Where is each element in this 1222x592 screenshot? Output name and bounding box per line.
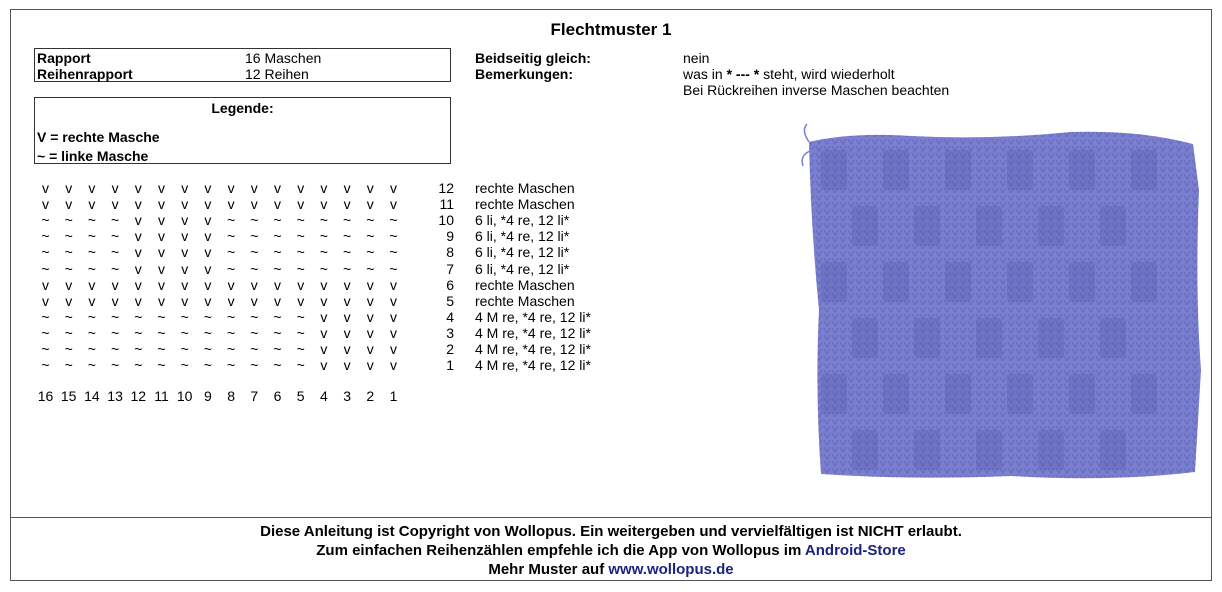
purl-stitch: ~ [157,341,166,357]
purl-stitch: ~ [134,324,143,341]
row-number: 5 [446,292,454,309]
purl-stitch: ~ [111,341,120,357]
copyright-notice: Diese Anleitung ist Copyright von Wollopus. Ein weitergeben und vervielfältigen ist NICHT erlaubt. [260,523,962,540]
purl-stitch: ~ [111,308,120,325]
knit-stitch: v [134,180,142,196]
row-number: 9 [446,228,454,245]
bemerkungen-label: Bemerkungen: [475,66,574,82]
purl-stitch: ~ [319,228,328,245]
knit-stitch: v [65,292,73,309]
purl-stitch: ~ [111,212,120,229]
knit-stitch: v [88,276,96,293]
purl-stitch: ~ [157,357,166,374]
knit-stitch: v [366,276,374,293]
knit-stitch: v [134,196,142,213]
reihenrapport-value: 12 Reihen [245,66,309,82]
knit-stitch: v [158,212,165,229]
weave-block [1100,430,1126,470]
footer-divider [11,517,1211,518]
purl-stitch: ~ [87,228,96,245]
knit-stitch: v [343,308,351,325]
app-text: Zum einfachen Reihenzählen empfehle ich die App von Wollopus im [316,542,805,559]
weave-block [945,262,971,302]
knit-stitch: v [88,196,96,213]
purl-stitch: ~ [343,228,352,245]
weave-block [976,206,1002,246]
purl-stitch: ~ [87,324,96,341]
purl-stitch: ~ [111,244,120,261]
knit-stitch: v [320,180,328,196]
knit-stitch: v [250,292,258,309]
column-number: 12 [130,388,147,404]
knit-stitch: v [390,276,397,293]
column-number: 13 [107,388,123,404]
purl-stitch: ~ [250,357,259,374]
repeat-marker: * --- * [726,66,760,82]
purl-stitch: ~ [296,341,305,357]
row-number: 2 [446,341,454,357]
purl-stitch: ~ [111,260,120,277]
purl-stitch: ~ [64,244,73,261]
purl-stitch: ~ [203,341,212,357]
purl-stitch: ~ [273,341,282,357]
knit-stitch: v [366,292,374,309]
app-recommendation [11,541,1211,560]
purl-stitch: ~ [87,357,96,374]
weave-block [976,318,1002,358]
purl-stitch: ~ [134,341,143,357]
more-patterns [11,560,1211,579]
knit-stitch: v [158,196,165,213]
knit-stitch: v [366,341,374,357]
purl-stitch: ~ [273,324,282,341]
purl-stitch: ~ [273,244,282,261]
row-instruction: 6 li, *4 re, 12 li* [475,244,570,261]
knit-stitch: v [158,260,165,277]
weave-block [1007,374,1033,414]
knit-stitch: v [181,244,189,261]
purl-stitch: ~ [64,212,73,229]
knit-stitch: v [111,196,119,213]
knit-stitch: v [366,308,374,325]
knit-stitch: v [227,292,235,309]
weave-block [883,374,909,414]
knit-stitch: v [390,341,397,357]
weave-block [914,318,940,358]
knit-stitch: v [181,228,189,245]
weave-block [1131,374,1157,414]
purl-stitch: ~ [64,357,73,374]
purl-stitch: ~ [366,212,375,229]
column-number: 6 [273,388,282,404]
purl-stitch: ~ [343,260,352,277]
weave-block [1007,150,1033,190]
weave-block [1038,206,1064,246]
purl-stitch: ~ [273,228,282,245]
purl-stitch: ~ [389,244,398,261]
purl-stitch: ~ [389,212,398,229]
weave-block [821,374,847,414]
weave-block [976,430,1002,470]
column-number: 3 [343,388,351,404]
knit-stitch: v [134,276,142,293]
knit-stitch: v [42,276,49,293]
knit-stitch: v [227,196,235,213]
knit-stitch: v [343,341,351,357]
row-instruction: 4 M re, *4 re, 12 li* [475,324,591,341]
knit-stitch: v [274,276,281,293]
purl-stitch: ~ [64,228,73,245]
weave-block [1100,206,1126,246]
purl-stitch: ~ [366,228,375,245]
knit-stitch: v [366,324,374,341]
knit-stitch: v [204,260,212,277]
knit-stitch: v [158,180,165,196]
weave-block [1038,318,1064,358]
knit-stitch: v [181,292,189,309]
knit-stitch: v [181,212,189,229]
knit-stitch: v [366,196,374,213]
purl-stitch: ~ [134,357,143,374]
weave-block [821,150,847,190]
knit-stitch: v [320,357,328,374]
knit-stitch: v [343,357,351,374]
row-number: 4 [446,308,454,325]
purl-stitch: ~ [227,228,236,245]
knit-stitch: v [274,292,281,309]
purl-stitch: ~ [319,244,328,261]
row-instruction: 4 M re, *4 re, 12 li* [475,357,591,374]
legend-title: Legende: [211,100,274,116]
weave-block [1131,150,1157,190]
purl-stitch: ~ [41,324,50,341]
bemerkungen-line2: Bei Rückreihen inverse Maschen beachten [683,82,950,98]
purl-stitch: ~ [273,260,282,277]
knit-stitch: v [390,292,397,309]
knit-stitch: v [390,196,397,213]
purl-stitch: ~ [250,308,259,325]
column-number: 7 [250,388,259,404]
knit-stitch: v [343,276,351,293]
row-number: 12 [438,180,454,196]
purl-stitch: ~ [319,260,328,277]
purl-stitch: ~ [250,324,259,341]
column-number: 5 [296,388,305,404]
knit-stitch: v [204,228,212,245]
knit-stitch: v [343,292,351,309]
row-instruction: 4 M re, *4 re, 12 li* [475,341,591,357]
purl-stitch: ~ [87,212,96,229]
bemerkungen-line1 [683,66,895,82]
bemerkungen-text-post: steht, wird wiederholt [759,66,895,82]
weave-block [821,262,847,302]
purl-stitch: ~ [296,244,305,261]
knit-stitch: v [111,292,119,309]
knit-stitch: v [366,180,374,196]
knit-stitch: v [134,292,142,309]
knit-stitch: v [181,276,189,293]
purl-stitch: ~ [41,341,50,357]
knit-stitch: v [343,180,351,196]
purl-stitch: ~ [203,324,212,341]
column-number: 15 [60,388,77,404]
weave-block [852,318,878,358]
purl-stitch: ~ [180,324,189,341]
row-number: 7 [446,260,454,277]
knit-stitch: v [158,228,165,245]
purl-stitch: ~ [389,228,398,245]
purl-stitch: ~ [87,260,96,277]
reihenrapport-label: Reihenrapport [37,66,133,82]
column-number: 10 [176,388,193,404]
knit-stitch: v [320,196,328,213]
purl-stitch: ~ [64,324,73,341]
knit-stitch: v [42,196,49,213]
knit-stitch: v [343,196,351,213]
purl-stitch: ~ [87,244,96,261]
legend-purl: ~ = linke Masche [37,148,149,164]
row-instruction: rechte Maschen [475,196,575,213]
knit-stitch: v [158,244,165,261]
column-number: 2 [366,388,375,404]
knit-stitch: v [390,308,397,325]
purl-stitch: ~ [180,308,189,325]
knit-stitch: v [65,276,73,293]
purl-stitch: ~ [296,308,305,325]
knit-stitch: v [297,292,305,309]
knit-stitch: v [42,292,49,309]
weave-block [1038,430,1064,470]
column-number: 9 [203,388,212,404]
purl-stitch: ~ [134,308,143,325]
row-number: 10 [438,212,454,229]
purl-stitch: ~ [389,260,398,277]
purl-stitch: ~ [64,308,73,325]
purl-stitch: ~ [273,308,282,325]
knit-stitch: v [320,341,328,357]
knit-stitch: v [390,357,397,374]
column-number: 4 [319,388,328,404]
weave-block [1007,262,1033,302]
knit-stitch: v [181,196,189,213]
knit-stitch: v [88,180,96,196]
knit-stitch: v [204,212,212,229]
knit-stitch: v [204,180,212,196]
weave-block [1069,150,1095,190]
weave-block [914,430,940,470]
knit-stitch: v [227,276,235,293]
purl-stitch: ~ [296,260,305,277]
knit-stitch: v [204,276,212,293]
purl-stitch: ~ [157,308,166,325]
knit-stitch: v [366,357,374,374]
weave-block [914,206,940,246]
purl-stitch: ~ [227,260,236,277]
purl-stitch: ~ [296,212,305,229]
purl-stitch: ~ [343,244,352,261]
weave-block [1069,374,1095,414]
knit-stitch: v [65,196,73,213]
purl-stitch: ~ [273,357,282,374]
knit-stitch: v [343,324,351,341]
row-instruction: 6 li, *4 re, 12 li* [475,212,570,229]
purl-stitch: ~ [296,357,305,374]
purl-stitch: ~ [64,341,73,357]
knit-stitch: v [111,276,119,293]
purl-stitch: ~ [319,212,328,229]
knit-stitch: v [320,324,328,341]
knit-stitch: v [181,260,189,277]
purl-stitch: ~ [227,244,236,261]
row-number: 6 [446,276,454,293]
knit-stitch: v [390,324,397,341]
purl-stitch: ~ [180,341,189,357]
weave-block [1131,262,1157,302]
column-number: 11 [154,388,169,404]
bemerkungen-text-pre: was in [683,66,727,82]
purl-stitch: ~ [64,260,73,277]
knit-stitch: v [274,180,281,196]
column-number: 8 [227,388,235,404]
purl-stitch: ~ [296,324,305,341]
purl-stitch: ~ [111,357,120,374]
knit-stitch: v [297,276,305,293]
knit-stitch: v [158,276,165,293]
weave-block [1069,262,1095,302]
knit-stitch: v [204,196,212,213]
knit-stitch: v [65,180,73,196]
knit-stitch: v [134,244,142,261]
knit-stitch: v [134,228,142,245]
purl-stitch: ~ [41,357,50,374]
knit-stitch: v [320,308,328,325]
knit-stitch: v [88,292,96,309]
purl-stitch: ~ [180,357,189,374]
knit-stitch: v [297,180,305,196]
purl-stitch: ~ [250,260,259,277]
weave-block [945,374,971,414]
row-instruction: rechte Maschen [475,292,575,309]
purl-stitch: ~ [41,308,50,325]
legend-box [34,97,451,164]
weave-block [883,262,909,302]
purl-stitch: ~ [227,212,236,229]
purl-stitch: ~ [250,341,259,357]
knit-stitch: v [181,180,189,196]
row-instruction: rechte Maschen [475,276,575,293]
weave-block [852,206,878,246]
rapport-box [34,48,451,82]
knit-stitch: v [390,180,397,196]
weave-block [852,430,878,470]
purl-stitch: ~ [273,212,282,229]
purl-stitch: ~ [111,324,120,341]
more-patterns-text: Mehr Muster auf [488,561,609,578]
purl-stitch: ~ [41,244,50,261]
beidseitig-label: Beidseitig gleich: [475,50,591,66]
purl-stitch: ~ [157,324,166,341]
knit-stitch: v [227,180,235,196]
weave-block [1100,318,1126,358]
knit-stitch: v [250,196,258,213]
row-number: 11 [439,196,454,213]
knit-stitch: v [111,180,119,196]
rapport-value: 16 Maschen [245,50,322,66]
purl-stitch: ~ [227,341,236,357]
row-instruction: rechte Maschen [475,180,575,196]
knit-stitch: v [134,212,142,229]
knit-stitch: v [274,196,281,213]
column-number: 14 [84,388,100,404]
purl-stitch: ~ [250,228,259,245]
knitted-sample-photo [791,110,1206,510]
knit-stitch: v [250,276,258,293]
purl-stitch: ~ [41,228,50,245]
purl-stitch: ~ [366,260,375,277]
purl-stitch: ~ [227,324,236,341]
purl-stitch: ~ [111,228,120,245]
row-number: 3 [446,324,454,341]
knit-stitch: v [42,180,49,196]
knit-stitch: v [250,180,258,196]
column-number: 1 [389,388,398,404]
beidseitig-value: nein [683,50,710,66]
page-title: Flechtmuster 1 [550,20,672,39]
purl-stitch: ~ [250,212,259,229]
legend-knit: V = rechte Masche [37,129,160,145]
weave-block [883,150,909,190]
purl-stitch: ~ [41,212,50,229]
purl-stitch: ~ [227,357,236,374]
purl-stitch: ~ [250,244,259,261]
pattern-sheet [10,9,1212,581]
column-number: 16 [37,388,54,404]
knit-stitch: v [320,276,328,293]
knit-stitch: v [158,292,165,309]
row-instruction: 6 li, *4 re, 12 li* [475,228,570,245]
rapport-label: Rapport [37,50,91,66]
purl-stitch: ~ [296,228,305,245]
purl-stitch: ~ [366,244,375,261]
purl-stitch: ~ [343,212,352,229]
row-number: 1 [446,357,454,374]
row-instruction: 4 M re, *4 re, 12 li* [475,308,591,325]
footer [11,522,1211,579]
knit-stitch: v [297,196,305,213]
purl-stitch: ~ [203,308,212,325]
knit-stitch: v [134,260,142,277]
row-number: 8 [446,244,454,261]
row-instruction: 6 li, *4 re, 12 li* [475,260,570,277]
purl-stitch: ~ [227,308,236,325]
weave-block [945,150,971,190]
purl-stitch: ~ [41,260,50,277]
android-store-link[interactable]: Android-Store [804,542,906,559]
website-link[interactable]: www.wollopus.de [608,561,734,578]
knit-stitch: v [204,292,212,309]
knit-stitch: v [204,244,212,261]
purl-stitch: ~ [203,357,212,374]
purl-stitch: ~ [87,308,96,325]
knit-stitch: v [320,292,328,309]
purl-stitch: ~ [87,341,96,357]
